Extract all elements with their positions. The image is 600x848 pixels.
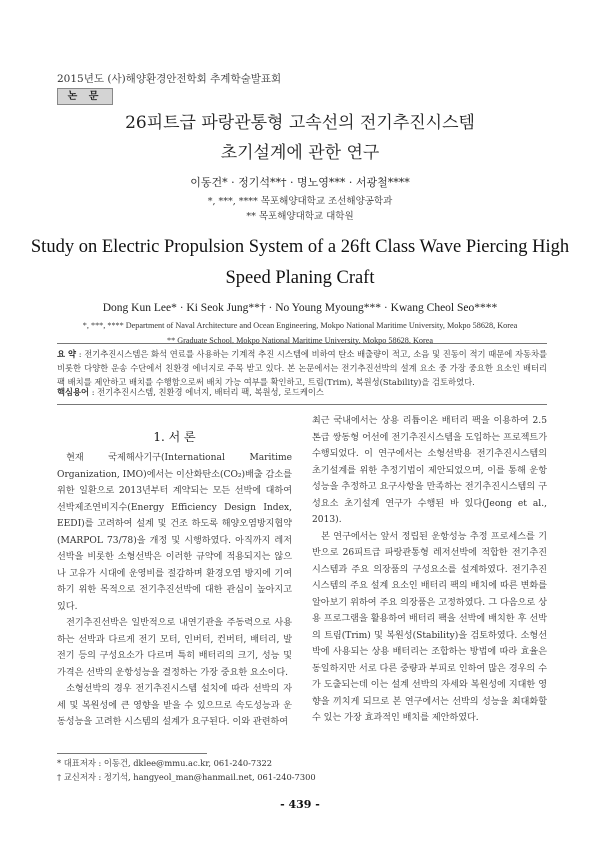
- footnote-corresponding-1: * 대표저자 : 이동건, dklee@mmu.ac.kr, 061-240-7322: [57, 758, 273, 768]
- left-column: [57, 450, 292, 731]
- english-affiliation-1: *, ***, **** Department of Naval Architecture and Ocean Engineering, Mokpo National Maritime University, Mokpo 58628, Korea: [82, 321, 518, 330]
- korean-affiliation-2: ** 목포해양대학교 대학원: [246, 211, 354, 222]
- section-heading: 1. 서 론: [153, 430, 196, 444]
- keywords-text: : 전기추진시스템, 친환경 에너지, 배터리 팩, 복원성, 로드케이스: [91, 387, 324, 397]
- english-authors: Dong Kun Lee* · Ki Seok Jung**† · No Young Myoung*** · Kwang Cheol Seo****: [102, 302, 498, 314]
- footnote-rule: [57, 753, 207, 754]
- keywords-label: 핵심용어: [57, 387, 90, 397]
- english-title-line2: Speed Planing Craft: [225, 268, 375, 288]
- korean-authors: 이동건* · 정기석**† · 명노영*** · 서광철****: [190, 176, 410, 189]
- page-number: - 439 -: [280, 798, 320, 811]
- right-column: [312, 413, 547, 727]
- abstract-top-rule: [57, 343, 547, 344]
- right-paragraph-1: 최근 국내에서는 상용 리튬이온 배터리 팩을 이용하여 2.5톤급 쌍동형 어선에 전기추진시스템을 도입하는 프로젝트가 수행되었다. 이 연구에서는 소형선박용 전기추진시스템의 초기설계를 위한 추정기법이 제안되었으며, 이를 통해 운항성능을 추정하고 요구사항을 만족하는 전기추진시스템의 구성요소 초기설계 연구가 수행된 바 있다(Jeong et al., 2013).: [312, 416, 547, 525]
- footnote-corresponding-2: † 교신저자 : 정기석, hangyeol_man@hanmail.net, 061-240-7300: [57, 772, 316, 782]
- left-paragraph-2: 전기추진선박은 일반적으로 내연기관을 주동력으로 사용하는 선박과 다르게 전기 모터, 인버터, 컨버터, 배터리, 발전기 등의 구성요소가 다르며 특히 배터리의 크기, 성능 및 가격은 선박의 운항성능을 결정하는 가장 중요한 요소이다.: [57, 618, 292, 678]
- abstract: [57, 347, 547, 389]
- left-paragraph-1: 현재 국제해사기구(International Maritime Organization, IMO)에서는 이산화탄소(CO₂)배출 감소를 위한 일환으로 2013년부터 계약되는 모든 선박에 대하여 선박제조연비지수(Energy Efficiency Design Index, EEDI)를 고려하여 설계 및 건조 하도록 해양오염방지협약(MARPOL 73/78)을 개정 및 시행하였다. 아직까지 레저선박을 비롯한 소형선박은 이러한 규약에 적용되지는 않으나 고유가 시대에 운영비를 절감하며 환경오염 방지에 기여하기 위한 목적으로 전기추진선박에 대한 관심이 높아지고 있다.: [57, 453, 292, 612]
- paper-type-tag: 논 문: [57, 88, 113, 105]
- english-title-line1: Study on Electric Propulsion System of a 26ft Class Wave Piercing High: [30, 237, 570, 257]
- conference-header: 2015년도 (사)해양환경안전학회 추계학술발표회: [57, 73, 282, 85]
- keywords: [57, 386, 547, 398]
- korean-title: [0, 108, 600, 168]
- abstract-label: 요 약: [57, 349, 76, 359]
- abstract-bottom-rule: [57, 404, 547, 405]
- english-title: [30, 232, 570, 294]
- korean-title-line2: 초기설계에 관한 연구: [220, 143, 380, 163]
- korean-title-line1: 26피트급 파랑관통형 고속선의 전기추진시스템: [125, 113, 475, 133]
- left-paragraph-3: 소형선박의 경우 전기추진시스템 설치에 따라 선박의 자세 및 복원성에 큰 영향을 받을 수 있으므로 속도성능과 운동성능을 고려한 시스템의 설계가 요구된다. 이와 관련하여: [57, 684, 292, 727]
- right-paragraph-2: 본 연구에서는 앞서 정립된 운항성능 추정 프로세스를 기반으로 26피트급 파랑관통형 레저선박에 적합한 전기추진시스템과 주요 의장품의 구성요소를 설계하였다. 전기추진시스템의 주요 설계 요소인 배터리 팩의 배치에 따른 변화를 알아보기 위하여 주요 의장품은 고정하였다. 그 다음으로 상용 프로그램을 활용하여 배터리 팩을 선박에 배치한 후 선박의 트림(Trim) 및 복원성(Stability)을 검토하였다. 소형선박에 사용되는 상용 배터리는 조합하는 방법에 따라 효율은 동일하지만 서로 다른 중량과 부피로 인하여 많은 경우의 수가 도출되는데 이는 설계 선박의 자세와 복원성에 지대한 영향을 끼치게 되므로 본 연구에서는 선박의 성능을 최대화할 수 있는 가장 효과적인 배치를 제안하였다.: [312, 531, 547, 723]
- english-affiliation-2: ** Graduate School, Mokpo National Maritime University, Mokpo 58628, Korea: [167, 336, 433, 345]
- abstract-text: : 전기추진시스템은 화석 연료를 사용하는 기계적 추진 시스템에 비하여 탄소 배출량이 적고, 소음 및 진동이 적기 때문에 자동차를 비롯한 다양한 운송 수단에서 친환경 에너지로 주목 받고 있다. 본 논문에서는 전기추진선박의 설계 요소 중 가장 중요한 요소인 배터리 팩 배치를 제안하고 배치를 수행함으로써 배치 가능 여부를 확인하고, 트림(Trim), 복원성(Stability)을 검토하였다.: [57, 349, 548, 387]
- korean-affiliation-1: *, ***, **** 목포해양대학교 조선해양공학과: [207, 196, 393, 207]
